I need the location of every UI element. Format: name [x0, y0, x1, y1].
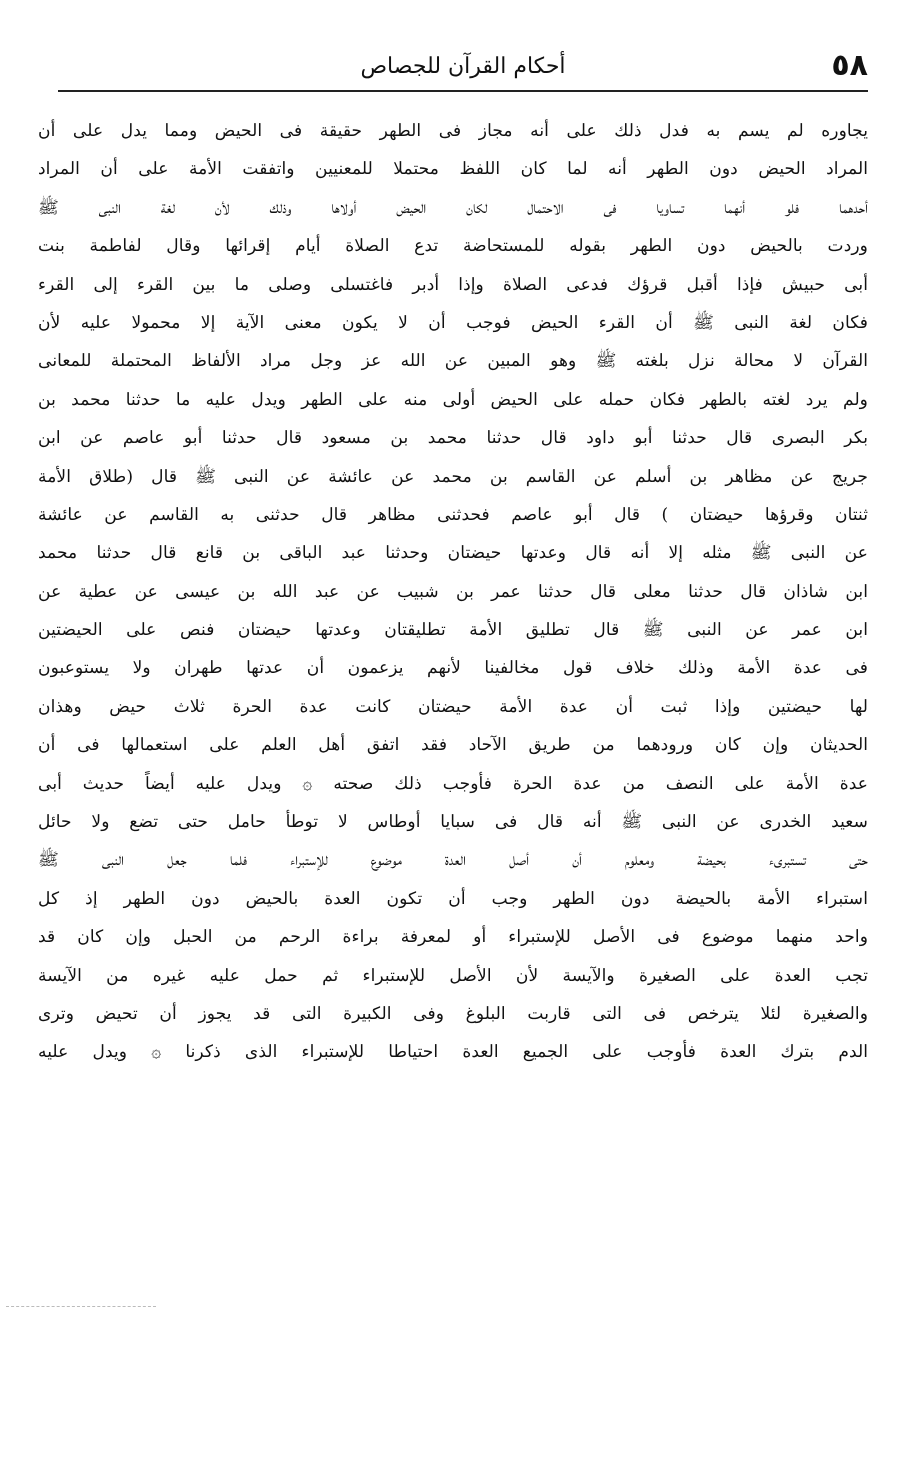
text-line: واحد منهما موضوع فى الأصل للإستبراء أو لمعرفة براءة الرحم من الحبل وإن كان قد	[38, 927, 868, 948]
text-line: الدم بترك العدة فأوجب على الجميع العدة احتياطا للإستبراء الذى ذكرنا ۞ ويدل عليه	[38, 1042, 868, 1063]
text-line: عن النبى ﷺ مثله إلا أنه قال وعدتها حيضتان وحدثنا عبد الباقى بن قانع قال حدثنا محمد	[38, 543, 868, 564]
body-text	[38, 112, 868, 1072]
text-line: سعيد الخدرى عن النبى ﷺ أنه قال فى سبايا أوطاس لا توطأ حامل حتى تضع ولا حائل	[38, 812, 868, 833]
text-line: لها حيضتين وإذا ثبت أن عدة الأمة حيضتان كانت عدة الحرة ثلاث حيض وهذان	[38, 696, 868, 717]
text-line: ولم يرد لغته بالطهر فكان حمله على الحيض أولى منه على الطهر ويدل عليه ما حدثنا محمد بن	[38, 389, 868, 410]
text-line: الحديثان وإن كان ورودهما من طريق الآحاد فقد اتفق أهل العلم على استعمالها فى أن	[38, 735, 868, 756]
text-line: بكر البصرى قال حدثنا أبو داود قال حدثنا محمد بن مسعود قال حدثنا أبو عاصم عن ابن	[38, 428, 868, 449]
footer-rule	[6, 1306, 156, 1307]
text-line: وردت بالحيض دون الطهر بقوله للمستحاضة تدع الصلاة أيام إقرائها وقال لفاطمة بنت	[38, 236, 868, 257]
text-line: فى عدة الأمة وذلك خلاف قول مخالفينا لأنهم يزعمون أن عدتها طهران ولا يستوعبون	[38, 658, 868, 679]
page-number: ٥٨	[831, 48, 868, 83]
text-line: حتى تستبرىء بحيضة ومعلوم أن أصل العدة موضوع للإستبراء فلما جعل النبى ﷺ	[38, 850, 868, 871]
text-line: أبى حبيش فإذا أقبل قرؤك فدعى الصلاة وإذا أدبر فاغتسلى وصلى ما بين القرء إلى القرء	[38, 274, 868, 295]
text-line: والصغيرة لئلا يترخص فى التى قاربت البلوغ وفى الكبيرة التى قد يجوز أن تحيض وترى	[38, 1003, 868, 1024]
page-header	[58, 46, 868, 92]
text-line: القرآن لا محالة نزل بلغته ﷺ وهو المبين عن الله عز وجل مراد الألفاظ المحتملة للمعانى	[38, 351, 868, 372]
running-title: أحكام القرآن للجصاص	[360, 54, 566, 79]
text-line: ابن شاذان قال حدثنا معلى قال حدثنا عمر بن شبيب عن عبد الله بن عيسى عن عطية عن	[38, 581, 868, 602]
text-line: جريج عن مظاهر بن أسلم عن القاسم بن محمد عن عائشة عن النبى ﷺ قال (طلاق الأمة	[38, 466, 868, 487]
text-line: أحدهما فلو أنهما تساويا فى الاحتمال لكان الحيض أولاها وذلك لأن لغة النبى ﷺ	[38, 197, 868, 218]
text-line: المراد الحيض دون الطهر أنه لما كان اللفظ محتملا للمعنيين واتفقت الأمة على أن المراد	[38, 159, 868, 180]
text-line: فكان لغة النبى ﷺ أن القرء الحيض فوجب أن لا يكون معنى الآية إلا محمولا عليه لأن	[38, 312, 868, 333]
text-line: ثنتان وقرؤها حيضتان ) قال أبو عاصم فحدثنى مظاهر قال حدثنى به القاسم عن عائشة	[38, 504, 868, 525]
text-line: استبراء الأمة بالحيضة دون الطهر وجب أن تكون العدة بالحيض دون الطهر إذ كل	[38, 888, 868, 909]
text-line: عدة الأمة على النصف من عدة الحرة فأوجب ذلك صحته ۞ ويدل عليه أيضاً حديث أبى	[38, 773, 868, 794]
text-line: تجب العدة على الصغيرة والآيسة لأن الأصل للإستبراء ثم حمل عليه غيره من الآيسة	[38, 965, 868, 986]
text-line: ابن عمر عن النبى ﷺ قال تطليق الأمة تطليقتان وعدتها حيضتان فنص على الحيضتين	[38, 620, 868, 641]
text-line: يجاوره لم يسم به فدل ذلك على أنه مجاز فى الطهر حقيقة فى الحيض ومما يدل على أن	[38, 121, 868, 141]
